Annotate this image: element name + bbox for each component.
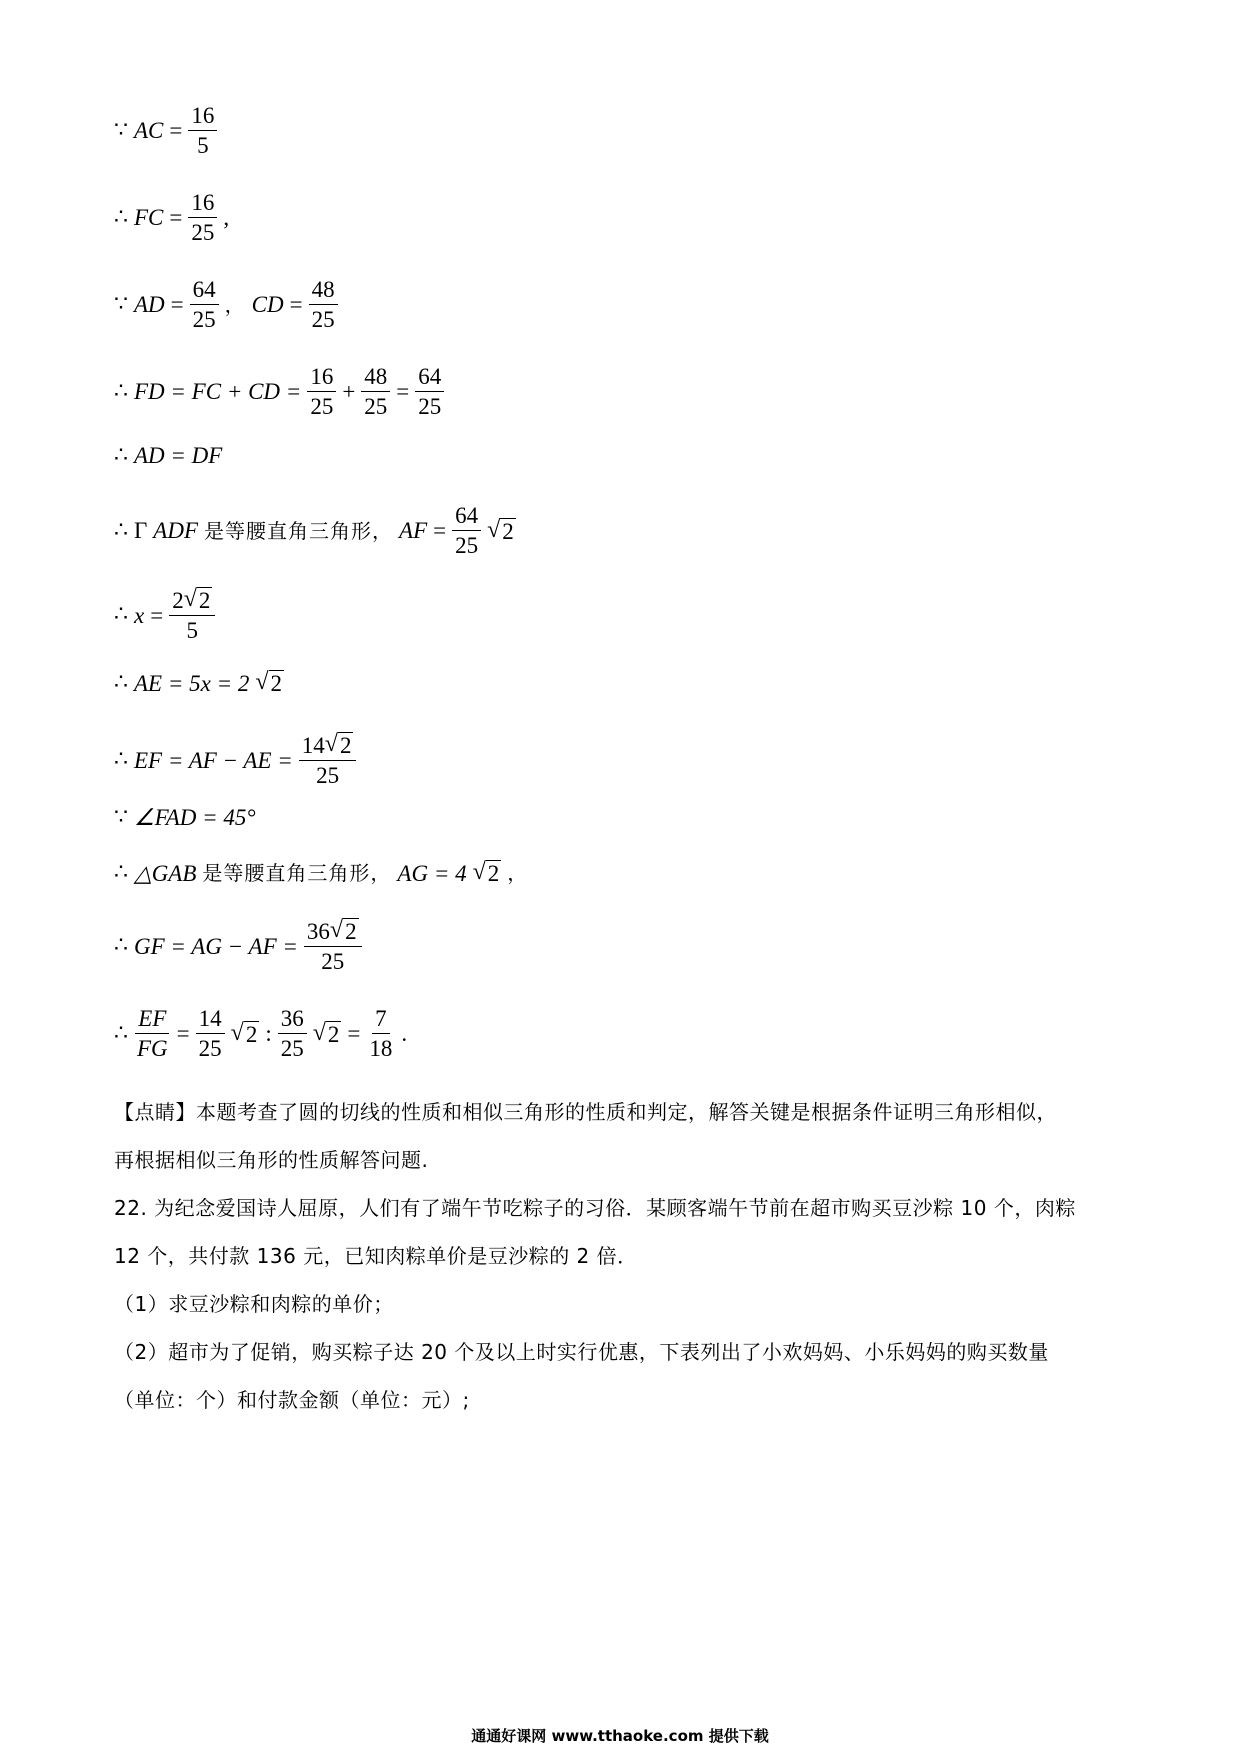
denominator: FG xyxy=(137,1036,168,1062)
equals: = xyxy=(433,518,447,544)
radicand: 2 xyxy=(502,518,514,544)
triangle-name: ADF xyxy=(153,518,199,544)
square-root xyxy=(473,860,502,886)
radicand: 2 xyxy=(487,861,500,886)
fraction xyxy=(366,1006,395,1062)
equals: = xyxy=(176,1021,190,1047)
numerator: 48 xyxy=(309,277,338,305)
triangle-mark: Γ xyxy=(134,518,148,544)
fraction xyxy=(307,364,336,420)
square-root xyxy=(255,670,284,696)
step-ratio xyxy=(114,1006,413,1062)
expression: EF = AF − AE = xyxy=(134,747,293,773)
denominator: 5 xyxy=(197,133,209,159)
fraction xyxy=(415,364,444,420)
step-ad-df xyxy=(114,444,228,467)
expression: AE = 5x = 2 xyxy=(134,670,250,696)
fraction xyxy=(196,1006,225,1062)
comment-line: 再根据相似三角形的性质解答问题. xyxy=(114,1148,429,1172)
numerator: 7 xyxy=(372,1006,390,1034)
fraction xyxy=(188,190,217,246)
radical-sign: √ xyxy=(183,586,197,612)
triangle-name: △GAB xyxy=(134,860,197,886)
numerator: 64 xyxy=(190,277,219,305)
because-symbol: ∵ xyxy=(114,117,128,143)
denominator: 25 xyxy=(316,763,340,789)
denominator: 25 xyxy=(191,220,215,246)
statement-text: 是等腰直角三角形， xyxy=(204,518,394,543)
fraction xyxy=(169,587,215,644)
equals: = xyxy=(150,602,164,628)
denominator: 25 xyxy=(280,1036,304,1062)
radical-sign: √ xyxy=(472,859,486,885)
denominator: 25 xyxy=(198,1036,222,1062)
fraction xyxy=(278,1006,307,1062)
square-root xyxy=(325,732,354,758)
denominator: 25 xyxy=(192,307,216,333)
separator: ， xyxy=(224,292,246,317)
equals: = xyxy=(347,1021,361,1047)
radical-sign: √ xyxy=(312,1019,326,1046)
numerator: 36 xyxy=(278,1006,307,1034)
fraction xyxy=(452,503,481,559)
lhs: x xyxy=(134,602,145,628)
square-root xyxy=(330,918,359,944)
denominator: 18 xyxy=(369,1036,393,1062)
denominator: 5 xyxy=(186,618,199,644)
radicand: 2 xyxy=(345,919,357,944)
therefore-symbol: ∴ xyxy=(114,1020,128,1046)
fraction xyxy=(299,732,357,789)
because-symbol: ∵ xyxy=(114,291,128,317)
question-line: 22. 为纪念爱国诗人屈原，人们有了端午节吃粽子的习俗．某顾客端午节前在超市购买豆沙粽 10 个，肉粽 xyxy=(114,1196,1076,1220)
coefficient: 2 xyxy=(172,587,184,613)
numerator: 48 xyxy=(361,364,390,392)
expression: FD = FC + CD = xyxy=(134,379,302,405)
therefore-symbol: ∴ xyxy=(114,378,128,404)
denominator: 25 xyxy=(310,394,334,420)
radical-sign: √ xyxy=(324,731,338,757)
numerator xyxy=(304,918,362,947)
comment-line: 【点睛】本题考查了圆的切线的性质和相似三角形的性质和判定，解答关键是根据条件证明三角形相似， xyxy=(114,1100,1057,1124)
equals: = xyxy=(396,379,410,405)
equals: = xyxy=(289,292,303,318)
step-fd xyxy=(114,364,450,420)
coefficient: 14 xyxy=(301,732,325,758)
page-footer: 通通好课网 www.tthaoke.com 提供下载 xyxy=(471,1727,769,1745)
comment-paragraph xyxy=(114,1088,1124,1184)
equals: = xyxy=(169,118,183,144)
square-root xyxy=(231,1021,260,1047)
question-part-2: （2）超市为了促销，购买粽子达 20 个及以上时实行优惠，下表列出了小欢妈妈、小乐妈妈的购买数量 xyxy=(114,1340,1049,1364)
denominator: 25 xyxy=(455,533,479,559)
question-line: 12 个，共付款 136 元，已知肉粽单价是豆沙粽的 2 倍． xyxy=(114,1244,638,1268)
fraction xyxy=(309,277,338,333)
equals: = xyxy=(169,205,183,231)
therefore-symbol: ∴ xyxy=(114,517,128,543)
coefficient: 36 xyxy=(306,918,330,944)
denominator: 25 xyxy=(321,949,345,975)
radicand: 2 xyxy=(245,1021,258,1047)
therefore-symbol: ∴ xyxy=(114,670,128,696)
denominator: 25 xyxy=(418,394,442,420)
step-ae xyxy=(114,670,290,696)
plus: + xyxy=(342,379,356,405)
step-gf xyxy=(114,918,368,975)
step-x xyxy=(114,587,221,644)
denominator: 25 xyxy=(364,394,388,420)
fraction xyxy=(190,277,219,333)
lhs-ad: AD xyxy=(134,292,165,318)
step-ag xyxy=(114,860,534,886)
period: . xyxy=(401,1021,408,1047)
therefore-symbol: ∴ xyxy=(114,860,128,886)
square-root xyxy=(487,518,516,544)
question-part-1: （1）求豆沙粽和肉粽的单价； xyxy=(114,1292,394,1316)
step-af xyxy=(114,503,522,559)
question-22 xyxy=(114,1184,1124,1424)
colon: : xyxy=(265,1021,272,1047)
numerator: 16 xyxy=(188,103,217,131)
numerator xyxy=(169,587,215,616)
comma: , xyxy=(223,205,230,231)
numerator: 16 xyxy=(188,190,217,218)
lhs: AC xyxy=(134,118,164,144)
numerator: 64 xyxy=(415,364,444,392)
step-angle-fad xyxy=(114,806,262,829)
lhs-cd: CD xyxy=(251,292,284,318)
radical-sign: √ xyxy=(255,669,269,695)
radicand: 2 xyxy=(339,733,352,758)
step-ef xyxy=(114,732,362,789)
numerator: 16 xyxy=(307,364,336,392)
lhs: FC xyxy=(134,205,164,231)
fraction xyxy=(188,103,217,159)
step-fc xyxy=(114,190,235,246)
square-root xyxy=(313,1021,342,1047)
fraction xyxy=(134,1006,171,1062)
radical-sign: √ xyxy=(329,917,344,943)
fraction xyxy=(304,918,362,975)
denominator: 25 xyxy=(311,307,335,333)
expression: GF = AG − AF = xyxy=(134,933,298,959)
radicand: 2 xyxy=(198,588,211,613)
step-ac xyxy=(114,103,223,159)
question-part-2-cont: （单位：个）和付款金额（单位：元）; xyxy=(114,1388,470,1412)
square-root xyxy=(184,587,213,613)
radical-sign: √ xyxy=(487,516,501,543)
therefore-symbol: ∴ xyxy=(114,442,128,468)
comma: ， xyxy=(507,861,529,886)
step-ad-cd xyxy=(114,277,344,333)
therefore-symbol: ∴ xyxy=(114,933,128,959)
therefore-symbol: ∴ xyxy=(114,747,128,773)
lhs: AF xyxy=(399,518,428,544)
expression: AD = DF xyxy=(134,443,223,468)
equals: = xyxy=(170,292,184,318)
expression: AG = 4 xyxy=(397,860,467,886)
radical-sign: √ xyxy=(230,1019,244,1046)
therefore-symbol: ∴ xyxy=(114,204,128,230)
because-symbol: ∵ xyxy=(114,804,128,830)
numerator xyxy=(299,732,357,761)
numerator: 14 xyxy=(196,1006,225,1034)
statement-text: 是等腰直角三角形， xyxy=(202,861,392,886)
fraction xyxy=(361,364,390,420)
radicand: 2 xyxy=(327,1021,340,1047)
expression: ∠FAD = 45° xyxy=(134,805,256,830)
numerator: EF xyxy=(135,1006,169,1034)
radicand: 2 xyxy=(270,671,283,696)
therefore-symbol: ∴ xyxy=(114,602,128,628)
numerator: 64 xyxy=(452,503,481,531)
